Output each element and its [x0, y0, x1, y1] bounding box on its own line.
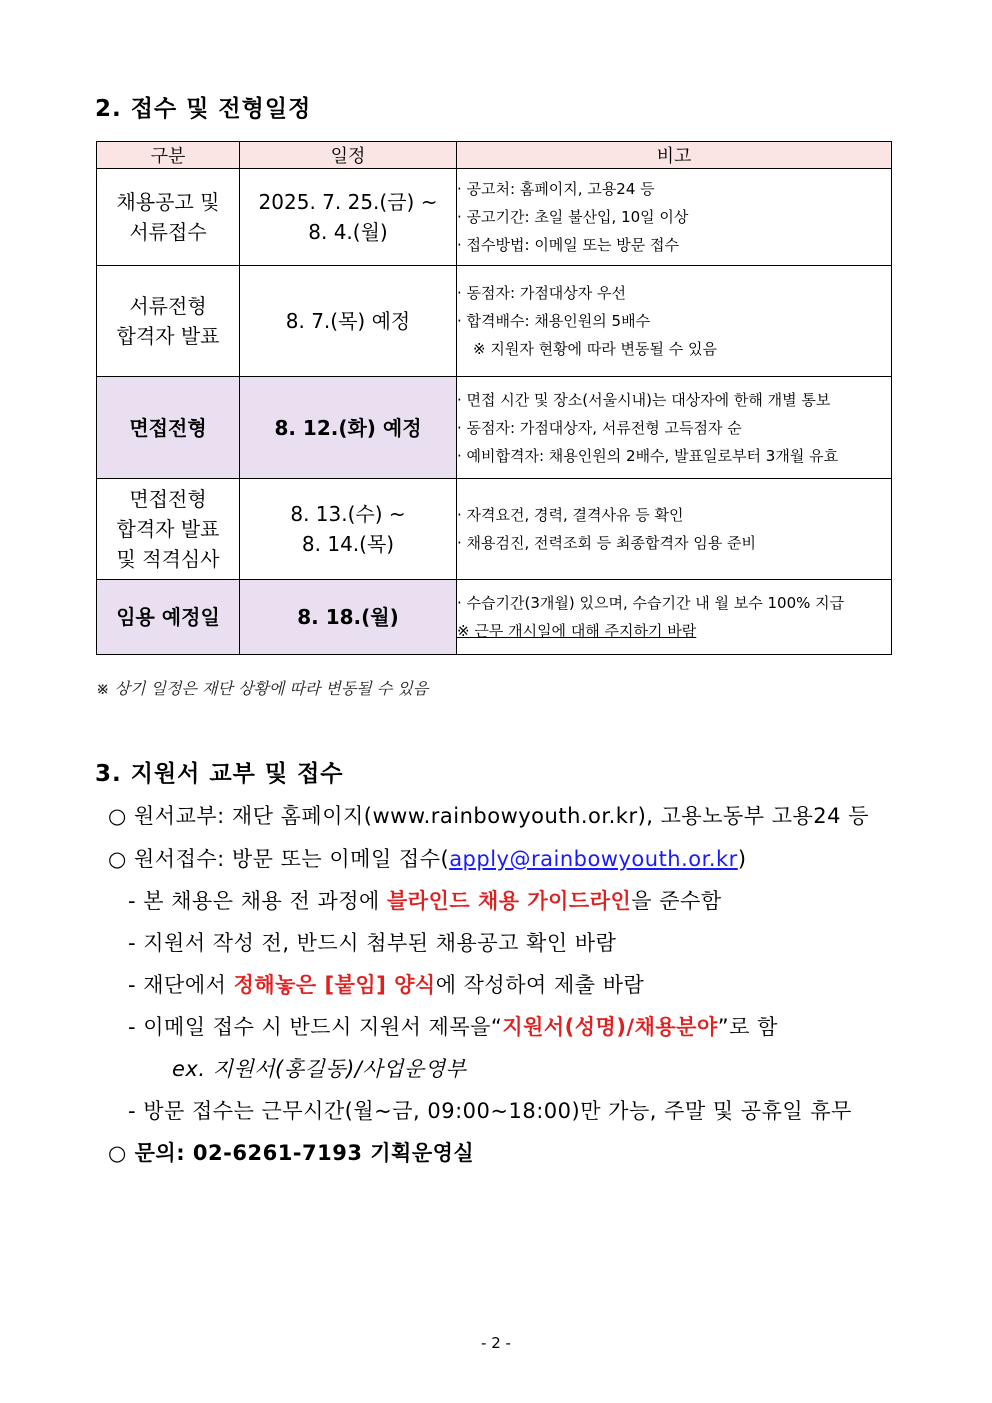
item-submission-suffix: ) [737, 847, 747, 871]
cell-category [97, 266, 240, 377]
date-line: 8. 7.(목) 예정 [285, 309, 411, 333]
schedule-table [96, 141, 892, 655]
page-number: - 2 - [481, 1334, 511, 1352]
sub-item-form-highlight: 정해놓은 [붙임] 양식 [233, 973, 436, 997]
date-line: 2025. 7. 25.(금) ~ [258, 190, 438, 214]
note-line: · 합격배수: 채용인원의 5배수 [457, 312, 651, 330]
category-line: 채용공고 및 [116, 190, 220, 214]
cell-note [457, 479, 892, 580]
note-line: · 접수방법: 이메일 또는 방문 접수 [457, 236, 680, 254]
table-row [97, 479, 892, 580]
date-line: 8. 14.(목) [301, 532, 395, 556]
note-line: · 자격요건, 경력, 결격사유 등 확인 [457, 506, 684, 524]
cell-note [457, 377, 892, 479]
note-line: · 공고기간: 초일 불산입, 10일 이상 [457, 208, 689, 226]
contact-info: ○ 문의: 02-6261-7193 기획운영실 [108, 1141, 475, 1165]
section-3-title: 3. 지원서 교부 및 접수 [95, 761, 344, 787]
sub-item-email-title-suffix: ”로 함 [717, 1015, 778, 1039]
category-line: 면접전형 [129, 487, 207, 511]
sub-item-blind-suffix: 을 준수함 [631, 889, 722, 913]
note-line: ※ 지원자 현황에 따라 변동될 수 있음 [473, 340, 718, 358]
category-line: 합격자 발표 [116, 324, 220, 348]
sub-item-blind [128, 885, 722, 915]
sub-item-visit: - 방문 접수는 근무시간(월~금, 09:00~18:00)만 가능, 주말 및 공휴일 휴무 [128, 1099, 852, 1123]
cell-note [457, 169, 892, 266]
section-2-title: 2. 접수 및 전형일정 [95, 96, 312, 122]
sub-item-form-suffix: 에 작성하여 제출 바람 [435, 973, 645, 997]
category-line: 합격자 발표 [116, 517, 220, 541]
note-line: · 채용검진, 전력조회 등 최종합격자 임용 준비 [457, 534, 756, 552]
cell-category [97, 580, 240, 655]
sub-item-blind-highlight: 블라인드 채용 가이드라인 [387, 889, 632, 913]
note-line: · 면접 시간 및 장소(서울시내)는 대상자에 한해 개별 통보 [457, 390, 831, 409]
cell-date [240, 479, 457, 580]
item-submission [108, 843, 747, 873]
date-line: 8. 12.(화) 예정 [274, 415, 422, 440]
sub-item-form-prefix: - 재단에서 [128, 973, 234, 997]
schedule-footnote: ※ 상기 일정은 재단 상황에 따라 변동될 수 있음 [96, 679, 429, 698]
sub-item-email-title-prefix: - 이메일 접수 시 반드시 지원서 제목을“ [128, 1015, 503, 1039]
sub-item-blind-prefix: - 본 채용은 채용 전 과정에 [128, 889, 387, 913]
note-line: · 공고처: 홈페이지, 고용24 등 [457, 180, 655, 198]
cell-note [457, 266, 892, 377]
cell-category [97, 479, 240, 580]
table-row [97, 266, 892, 377]
table-header-row [97, 142, 892, 169]
date-line: 8. 4.(월) [308, 220, 388, 244]
sub-item-email-title [128, 1011, 778, 1041]
cell-date [240, 266, 457, 377]
table-row [97, 377, 892, 479]
cell-date [240, 169, 457, 266]
cell-date [240, 377, 457, 479]
sub-item-email-title-highlight: 지원서(성명)/채용분야 [502, 1015, 718, 1039]
note-line: · 수습기간(3개월) 있으며, 수습기간 내 월 보수 100% 지급 [457, 594, 845, 612]
table-row [97, 580, 892, 655]
cell-category [97, 377, 240, 479]
category-line: 서류전형 [129, 294, 207, 318]
cell-note [457, 580, 892, 655]
category-line: 서류접수 [129, 220, 207, 244]
note-line: · 동점자: 가점대상자 우선 [457, 284, 627, 302]
note-line: · 동점자: 가점대상자, 서류전형 고득점자 순 [457, 418, 742, 437]
email-title-example: ex. 지원서(홍길동)/사업운영부 [172, 1057, 467, 1081]
header-note: 비고 [457, 142, 892, 169]
category-line: 임용 예정일 [116, 605, 220, 629]
sub-item-form [128, 969, 644, 999]
category-line: 및 적격심사 [116, 547, 220, 571]
date-line: 8. 13.(수) ~ [290, 502, 406, 526]
date-line: 8. 18.(월) [297, 605, 399, 629]
email-link[interactable]: apply@rainbowyouth.or.kr [449, 847, 738, 871]
cell-date [240, 580, 457, 655]
note-line: ※ 근무 개시일에 대해 주지하기 바람 [457, 622, 697, 640]
category-line: 면접전형 [129, 415, 207, 440]
sub-item-check: - 지원서 작성 전, 반드시 첨부된 채용공고 확인 바람 [128, 931, 617, 955]
note-line: · 예비합격자: 채용인원의 2배수, 발표일로부터 3개월 유효 [457, 446, 839, 465]
cell-category [97, 169, 240, 266]
header-date: 일정 [240, 142, 457, 169]
item-distribution: ○ 원서교부: 재단 홈페이지(www.rainbowyouth.or.kr), 고용노동부 고용24 등 [108, 804, 869, 828]
header-category: 구분 [97, 142, 240, 169]
item-submission-prefix: ○ 원서접수: 방문 또는 이메일 접수( [108, 847, 450, 871]
table-row [97, 169, 892, 266]
